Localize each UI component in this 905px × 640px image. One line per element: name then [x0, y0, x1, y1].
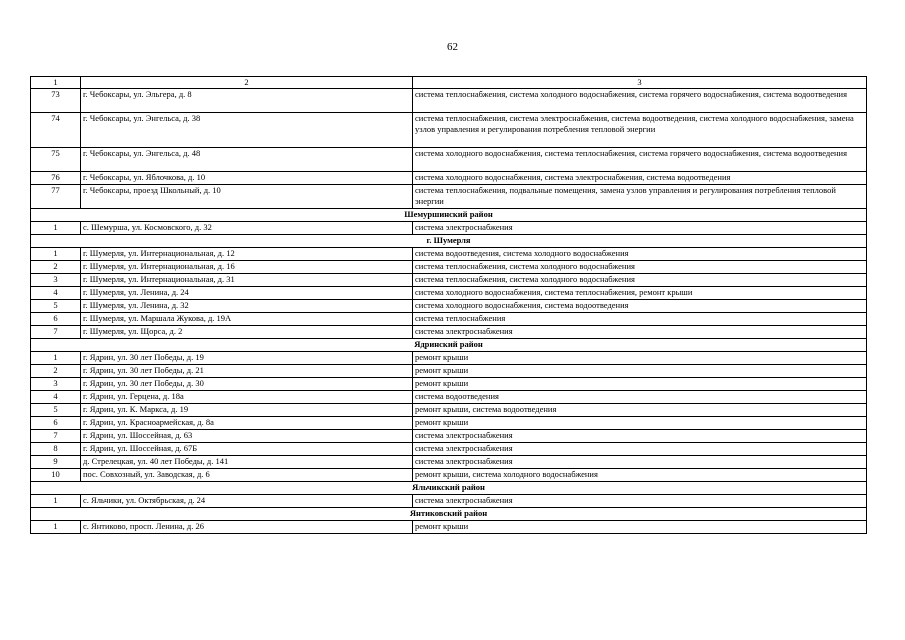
- works-cell: ремонт крыши: [413, 521, 867, 534]
- table-row: [31, 287, 867, 300]
- address-cell: г. Ядрин, ул. 30 лет Победы, д. 21: [81, 365, 413, 378]
- works-cell: система теплоснабжения: [413, 313, 867, 326]
- works-table: [30, 76, 867, 534]
- district-heading-row: [31, 339, 867, 352]
- table-row: [31, 430, 867, 443]
- table-row: [31, 495, 867, 508]
- row-number: 2: [31, 365, 81, 378]
- works-cell: ремонт крыши: [413, 378, 867, 391]
- address-cell: г. Ядрин, ул. 30 лет Победы, д. 30: [81, 378, 413, 391]
- row-number: 4: [31, 287, 81, 300]
- row-number: 6: [31, 417, 81, 430]
- table-row: [31, 352, 867, 365]
- table-row: [31, 300, 867, 313]
- works-cell: система электроснабжения: [413, 443, 867, 456]
- table-row: [31, 326, 867, 339]
- works-cell: система холодного водоснабжения, система теплоснабжения, система горячего водоснабжения, система водоотведения: [413, 148, 867, 172]
- header-col-2: 2: [81, 77, 413, 89]
- district-heading: Янтиковский район: [31, 508, 867, 521]
- address-cell: г. Чебоксары, ул. Энгельса, д. 38: [81, 113, 413, 148]
- table-row: [31, 469, 867, 482]
- table-row: [31, 172, 867, 185]
- address-cell: г. Шумерля, ул. Интернациональная, д. 12: [81, 248, 413, 261]
- table-row: [31, 113, 867, 148]
- row-number: 1: [31, 248, 81, 261]
- address-cell: г. Шумерля, ул. Щорса, д. 2: [81, 326, 413, 339]
- row-number: 1: [31, 352, 81, 365]
- works-cell: система холодного водоснабжения, система теплоснабжения, ремонт крыши: [413, 287, 867, 300]
- works-cell: ремонт крыши, система водоотведения: [413, 404, 867, 417]
- district-heading-row: [31, 209, 867, 222]
- table-row: [31, 222, 867, 235]
- row-number: 74: [31, 113, 81, 148]
- table-row: [31, 248, 867, 261]
- page-number: 62: [447, 41, 458, 53]
- district-heading: Яльчикский район: [31, 482, 867, 495]
- works-cell: ремонт крыши: [413, 365, 867, 378]
- row-number: 1: [31, 495, 81, 508]
- address-cell: г. Чебоксары, ул. Эльгера, д. 8: [81, 89, 413, 113]
- header-row: [31, 77, 867, 89]
- works-cell: система электроснабжения: [413, 326, 867, 339]
- works-cell: система водоотведения: [413, 391, 867, 404]
- row-number: 7: [31, 326, 81, 339]
- works-cell: система холодного водоснабжения, система электроснабжения, система водоотведения: [413, 172, 867, 185]
- works-cell: система теплоснабжения, система электроснабжения, система водоотведения, система холодного водоснабжения, замена узлов управления и регулирования потребления тепловой энергии: [413, 113, 867, 148]
- works-cell: система электроснабжения: [413, 430, 867, 443]
- row-number: 10: [31, 469, 81, 482]
- address-cell: г. Чебоксары, ул. Яблочкова, д. 10: [81, 172, 413, 185]
- row-number: 8: [31, 443, 81, 456]
- works-cell: система теплоснабжения, подвальные помещения, замена узлов управления и регулирования потребления тепловой энергии: [413, 185, 867, 209]
- table-row: [31, 185, 867, 209]
- district-heading-row: [31, 508, 867, 521]
- address-cell: г. Шумерля, ул. Маршала Жукова, д. 19А: [81, 313, 413, 326]
- works-cell: система водоотведения, система холодного водоснабжения: [413, 248, 867, 261]
- row-number: 77: [31, 185, 81, 209]
- row-number: 4: [31, 391, 81, 404]
- works-cell: система электроснабжения: [413, 495, 867, 508]
- works-cell: система электроснабжения: [413, 456, 867, 469]
- row-number: 7: [31, 430, 81, 443]
- address-cell: г. Ядрин, ул. Шоссейная, д. 67Б: [81, 443, 413, 456]
- row-number: 9: [31, 456, 81, 469]
- address-cell: с. Шемурша, ул. Космовского, д. 32: [81, 222, 413, 235]
- address-cell: г. Чебоксары, ул. Энгельса, д. 48: [81, 148, 413, 172]
- address-cell: г. Шумерля, ул. Интернациональная, д. 31: [81, 274, 413, 287]
- address-cell: г. Ядрин, ул. Шоссейная, д. 63: [81, 430, 413, 443]
- works-cell: система теплоснабжения, система холодного водоснабжения, система горячего водоснабжения, система водоотведения: [413, 89, 867, 113]
- table-row: [31, 417, 867, 430]
- district-heading: г. Шумерля: [31, 235, 867, 248]
- works-cell: ремонт крыши: [413, 417, 867, 430]
- row-number: 3: [31, 274, 81, 287]
- table-row: [31, 456, 867, 469]
- works-cell: ремонт крыши: [413, 352, 867, 365]
- district-heading: Ядринский район: [31, 339, 867, 352]
- table-row: [31, 404, 867, 417]
- row-number: 5: [31, 300, 81, 313]
- address-cell: г. Ядрин, ул. 30 лет Победы, д. 19: [81, 352, 413, 365]
- works-cell: ремонт крыши, система холодного водоснабжения: [413, 469, 867, 482]
- table-row: [31, 365, 867, 378]
- address-cell: г. Ядрин, ул. К. Маркса, д. 19: [81, 404, 413, 417]
- address-cell: пос. Совхозный, ул. Заводская, д. 6: [81, 469, 413, 482]
- row-number: 1: [31, 521, 81, 534]
- table-row: [31, 521, 867, 534]
- address-cell: с. Янтиково, просп. Ленина, д. 26: [81, 521, 413, 534]
- table-row: [31, 148, 867, 172]
- row-number: 6: [31, 313, 81, 326]
- table-body: [31, 77, 867, 534]
- table-row: [31, 274, 867, 287]
- works-cell: система электроснабжения: [413, 222, 867, 235]
- row-number: 73: [31, 89, 81, 113]
- header-col-1: 1: [31, 77, 81, 89]
- address-cell: с. Яльчики, ул. Октябрьская, д. 24: [81, 495, 413, 508]
- address-cell: г. Шумерля, ул. Ленина, д. 24: [81, 287, 413, 300]
- table-row: [31, 391, 867, 404]
- row-number: 76: [31, 172, 81, 185]
- address-cell: г. Шумерля, ул. Ленина, д. 32: [81, 300, 413, 313]
- table-row: [31, 443, 867, 456]
- address-cell: г. Чебоксары, проезд Школьный, д. 10: [81, 185, 413, 209]
- address-cell: г. Шумерля, ул. Интернациональная, д. 16: [81, 261, 413, 274]
- table-row: [31, 378, 867, 391]
- address-cell: г. Ядрин, ул. Красноармейская, д. 8а: [81, 417, 413, 430]
- row-number: 1: [31, 222, 81, 235]
- row-number: 2: [31, 261, 81, 274]
- district-heading-row: [31, 482, 867, 495]
- header-col-3: 3: [413, 77, 867, 89]
- table-row: [31, 261, 867, 274]
- works-cell: система теплоснабжения, система холодного водоснабжения: [413, 261, 867, 274]
- row-number: 5: [31, 404, 81, 417]
- table-row: [31, 313, 867, 326]
- works-cell: система теплоснабжения, система холодного водоснабжения: [413, 274, 867, 287]
- address-cell: г. Ядрин, ул. Герцена, д. 18а: [81, 391, 413, 404]
- address-cell: д. Стрелецкая, ул. 40 лет Победы, д. 141: [81, 456, 413, 469]
- row-number: 3: [31, 378, 81, 391]
- works-cell: система холодного водоснабжения, система водоотведения: [413, 300, 867, 313]
- district-heading-row: [31, 235, 867, 248]
- row-number: 75: [31, 148, 81, 172]
- table-row: [31, 89, 867, 113]
- district-heading: Шемуршинский район: [31, 209, 867, 222]
